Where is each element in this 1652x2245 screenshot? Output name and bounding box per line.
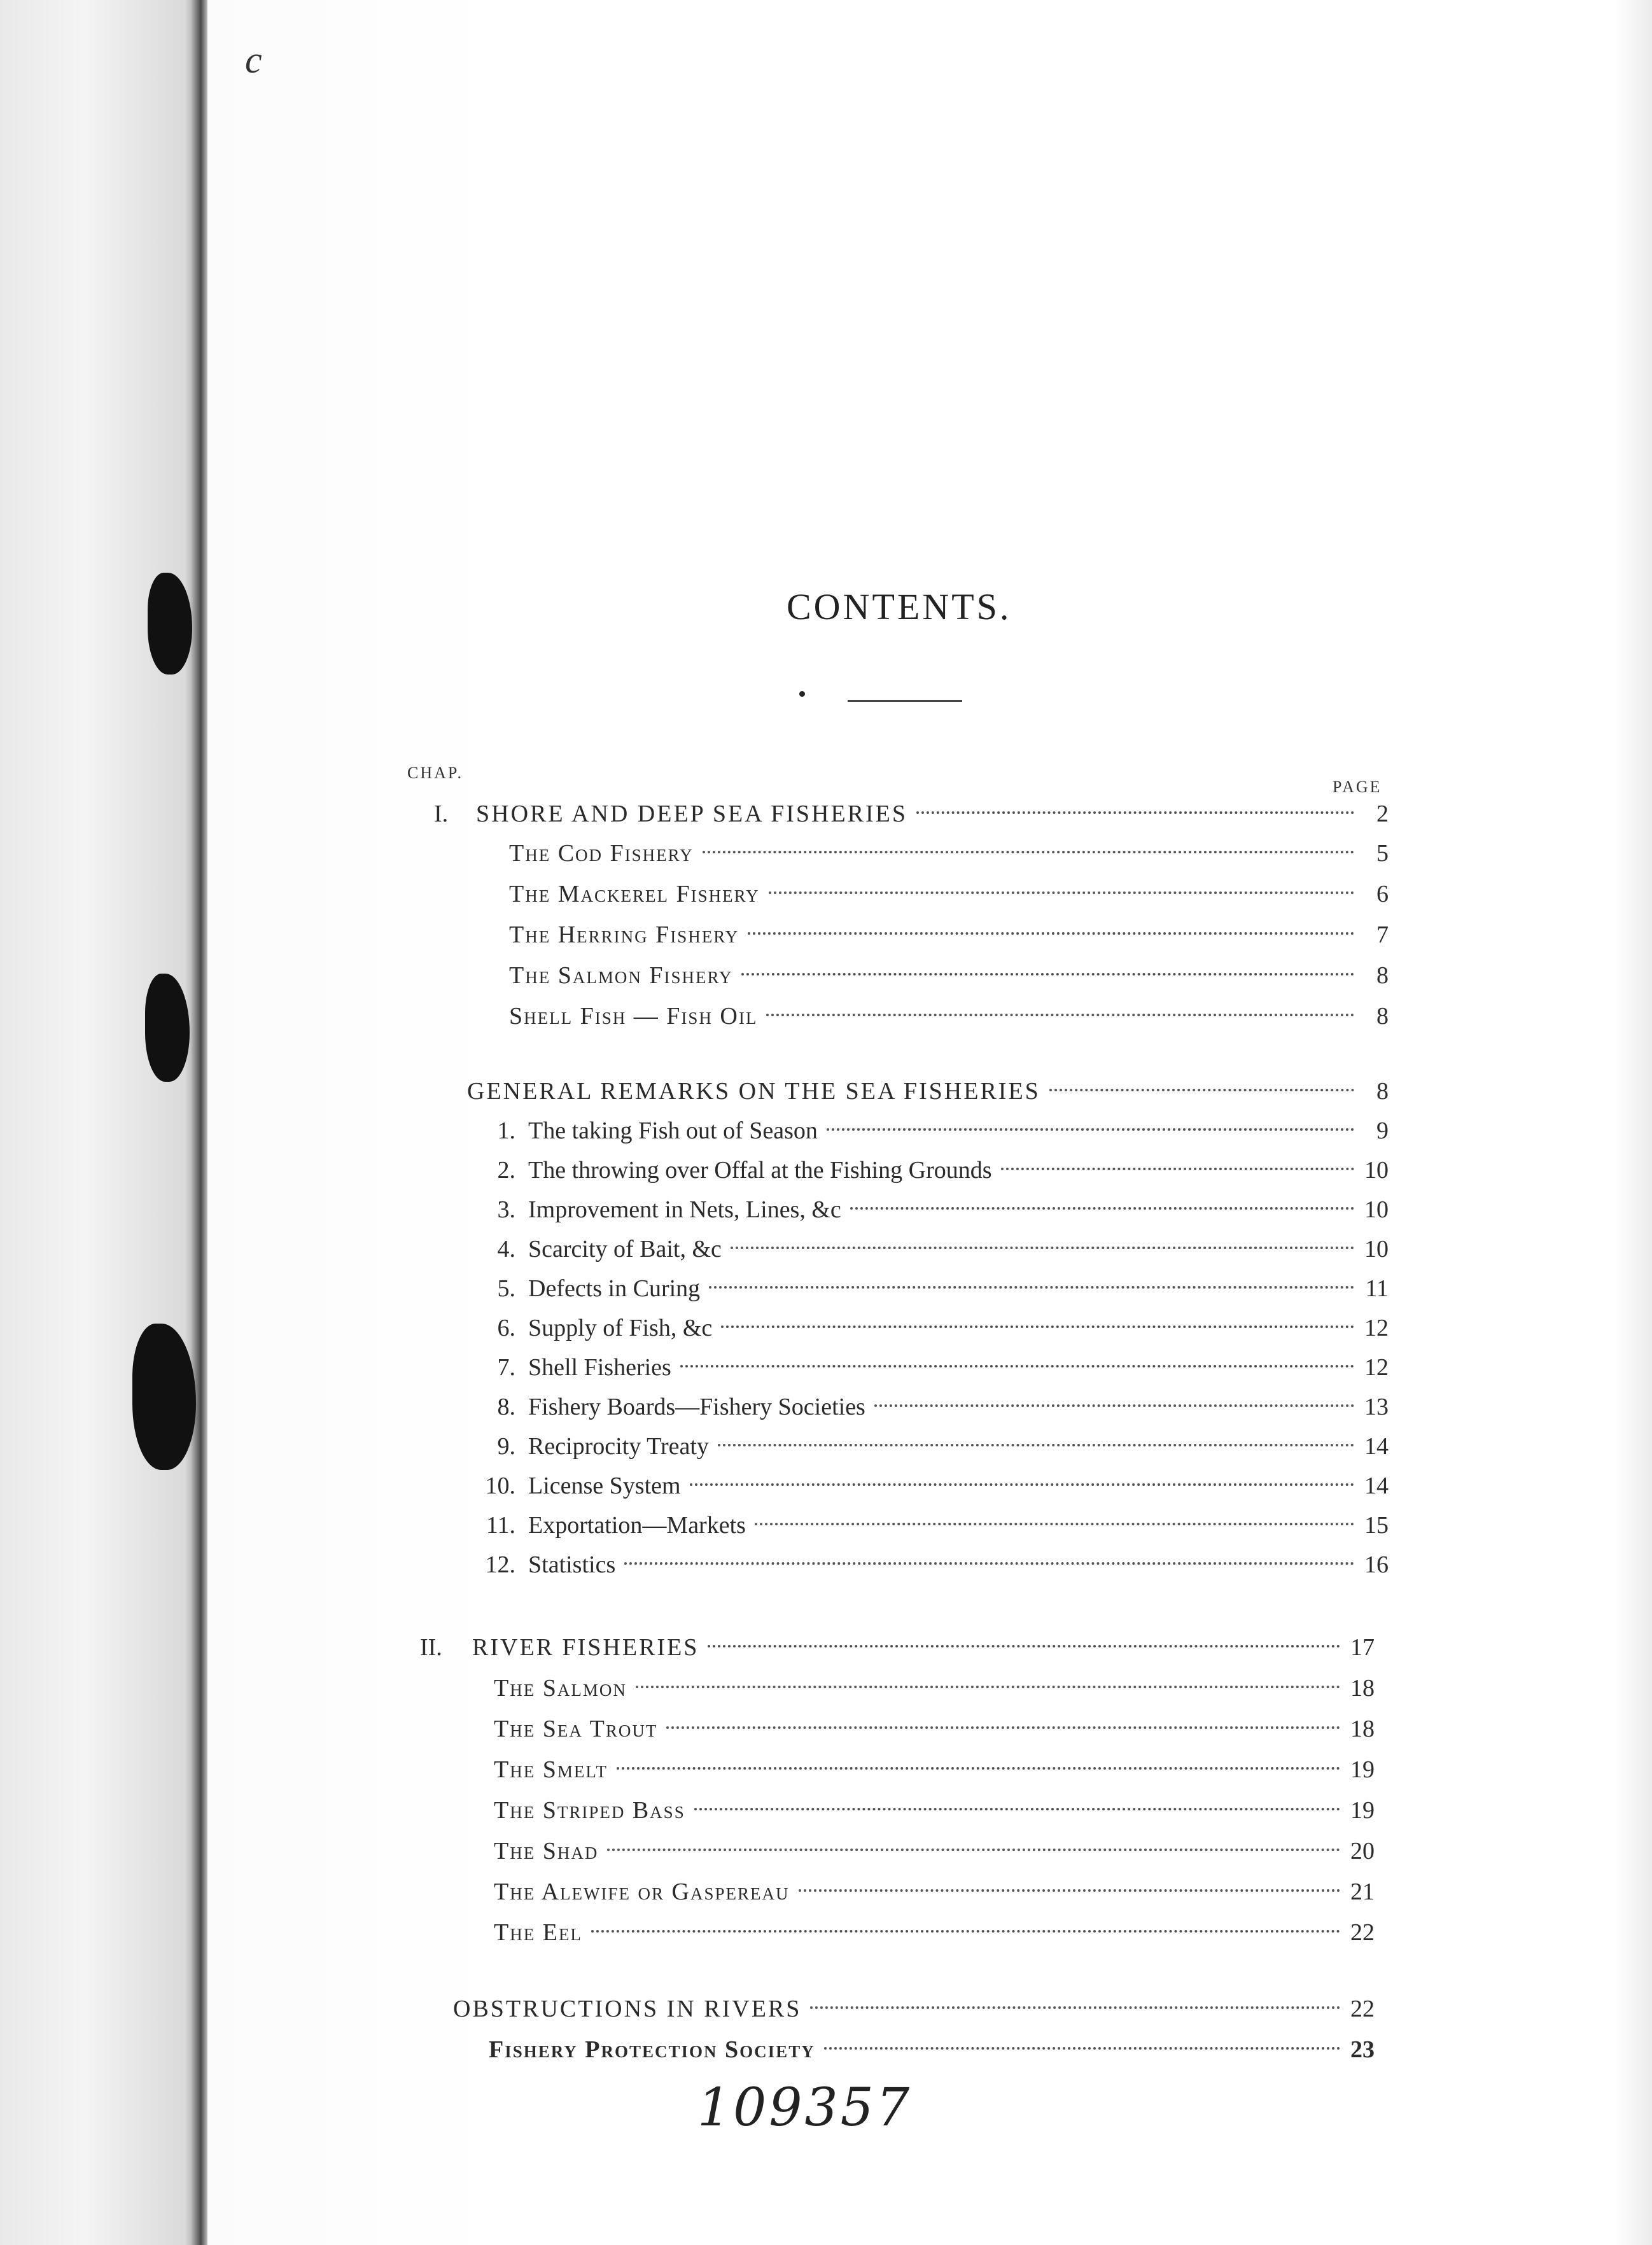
toc-entry-row [509, 835, 1389, 872]
toc-numbered-row [471, 1467, 1389, 1504]
entry-title: The Sea Trout [494, 1716, 658, 1742]
item-number: 3. [497, 1196, 515, 1223]
toc-numbered-row [471, 1112, 1389, 1149]
dot-leader [607, 1849, 1340, 1851]
page-number: 12 [1364, 1315, 1389, 1341]
page-title: CONTENTS. [787, 586, 1012, 627]
page-number: 11 [1365, 1275, 1389, 1302]
page-number: 19 [1350, 1797, 1375, 1824]
dot-leader [680, 1365, 1354, 1367]
item-number: 2. [497, 1157, 515, 1184]
title-ornament-dot [799, 691, 805, 697]
page-number: 15 [1364, 1512, 1389, 1539]
page-number: 22 [1350, 1919, 1375, 1946]
page-number: 19 [1350, 1756, 1375, 1783]
toc-numbered-row [471, 1388, 1389, 1425]
entry-title: The Salmon [494, 1675, 627, 1702]
entry-title: The Herring Fishery [509, 921, 739, 948]
dot-leader [694, 1808, 1340, 1810]
dot-leader [591, 1930, 1340, 1933]
page-number: 10 [1364, 1196, 1389, 1223]
dot-leader [874, 1404, 1354, 1407]
dot-leader [769, 892, 1354, 894]
item-number: 10. [485, 1472, 515, 1499]
entry-title: The Striped Bass [494, 1797, 685, 1824]
entry-title: Improvement in Nets, Lines, &c [528, 1196, 841, 1223]
toc-section-row [467, 1073, 1389, 1110]
title-rule [848, 700, 962, 702]
item-number: 7. [497, 1354, 515, 1381]
item-number: 1. [497, 1117, 515, 1144]
dot-leader [755, 1523, 1354, 1525]
entry-title: The Cod Fishery [509, 840, 694, 867]
dot-leader [810, 2006, 1340, 2009]
chap-column-header: CHAP. [407, 764, 463, 782]
page-number: 9 [1376, 1117, 1389, 1144]
page-number: 2 [1376, 801, 1389, 827]
entry-title: The Salmon Fishery [509, 962, 733, 989]
toc-entry-row [494, 1792, 1375, 1829]
entry-title: Supply of Fish, &c [528, 1315, 713, 1341]
section-title: GENERAL REMARKS ON THE SEA FISHERIES [467, 1078, 1040, 1105]
entry-title: The Eel [494, 1919, 582, 1946]
dot-leader [666, 1726, 1340, 1729]
toc-entry-row [494, 1710, 1375, 1747]
item-number: 8. [497, 1394, 515, 1420]
section-title: OBSTRUCTIONS IN RIVERS [453, 1996, 802, 2022]
item-number: 4. [497, 1236, 515, 1262]
dot-leader [916, 811, 1354, 814]
toc-entry-row [509, 957, 1389, 994]
toc-numbered-row [471, 1310, 1389, 1346]
entry-title: License System [528, 1472, 681, 1499]
toc-numbered-row [471, 1546, 1389, 1583]
entry-title: Defects in Curing [528, 1275, 701, 1302]
page-number: 20 [1350, 1838, 1375, 1864]
page-number: 10 [1364, 1157, 1389, 1184]
chapter-title: SHORE AND DEEP SEA FISHERIES [476, 801, 908, 827]
entry-title: Exportation—Markets [528, 1512, 746, 1539]
handwritten-accession-number: 109357 [697, 2078, 913, 2138]
page-number: 8 [1376, 1003, 1389, 1030]
page-number: 21 [1350, 1878, 1375, 1905]
dot-leader [850, 1207, 1354, 1210]
item-number: 6. [497, 1315, 515, 1341]
dot-leader [721, 1325, 1354, 1328]
page-number: 23 [1350, 2036, 1375, 2063]
dot-leader [799, 1889, 1341, 1892]
dot-leader [827, 1128, 1354, 1131]
toc-numbered-row [471, 1191, 1389, 1228]
dot-leader [708, 1645, 1340, 1647]
toc-chapter-row [434, 795, 1389, 832]
dot-leader [741, 973, 1354, 976]
entry-title: Reciprocity Treaty [528, 1433, 709, 1460]
chapter-title: RIVER FISHERIES [472, 1634, 699, 1661]
chapter-numeral: II. [420, 1634, 442, 1661]
toc-entry-row [494, 1873, 1375, 1910]
toc-numbered-row [471, 1428, 1389, 1465]
page-number: 17 [1350, 1634, 1375, 1661]
item-number: 11. [486, 1512, 515, 1539]
dot-leader [824, 2047, 1340, 2050]
book-binding-edge [0, 0, 210, 2245]
dot-leader [731, 1247, 1354, 1249]
page-number: 6 [1376, 881, 1389, 907]
page-number: 5 [1376, 840, 1389, 867]
page-edge-shadow [1614, 0, 1652, 2245]
toc-entry-row [509, 998, 1389, 1035]
entry-title: The taking Fish out of Season [528, 1117, 818, 1144]
page-number: 8 [1376, 962, 1389, 989]
entry-title: Scarcity of Bait, &c [528, 1236, 722, 1262]
entry-title: Statistics [528, 1551, 616, 1578]
entry-title: The Shad [494, 1838, 599, 1864]
toc-chapter-row [420, 1629, 1375, 1666]
dot-leader [636, 1686, 1340, 1688]
toc-numbered-row [471, 1231, 1389, 1268]
dot-leader [624, 1562, 1354, 1565]
dot-leader [718, 1444, 1354, 1446]
entry-title: Shell Fisheries [528, 1354, 671, 1381]
dot-leader [748, 932, 1354, 935]
chapter-numeral: I. [434, 801, 449, 827]
dot-leader [1001, 1168, 1354, 1170]
dot-leader [617, 1767, 1340, 1770]
page-number: 10 [1364, 1236, 1389, 1262]
dot-leader [1049, 1089, 1354, 1091]
page-number: 22 [1350, 1996, 1375, 2022]
item-number: 12. [485, 1551, 515, 1578]
toc-entry-row [489, 2031, 1375, 2068]
page-number: 18 [1350, 1675, 1375, 1702]
page-number: 7 [1376, 921, 1389, 948]
dot-leader [690, 1483, 1354, 1486]
dot-leader [709, 1286, 1354, 1289]
page-number: 13 [1364, 1394, 1389, 1420]
item-number: 5. [497, 1275, 515, 1302]
toc-entry-row [509, 916, 1389, 953]
entry-title: The throwing over Offal at the Fishing Grounds [528, 1157, 992, 1184]
toc-numbered-row [471, 1349, 1389, 1386]
toc-entry-row [494, 1670, 1375, 1707]
toc-section-row [453, 1990, 1375, 2027]
margin-mark: c [245, 39, 262, 81]
entry-title: Shell Fish — Fish Oil [509, 1003, 758, 1030]
binding-gutter [191, 0, 207, 2245]
entry-title: Fishery Boards—Fishery Societies [528, 1394, 865, 1420]
toc-entry-row [494, 1833, 1375, 1870]
page-number: 18 [1350, 1716, 1375, 1742]
page-column-header: PAGE [1333, 778, 1382, 796]
entry-title: The Smelt [494, 1756, 608, 1783]
toc-numbered-row [471, 1152, 1389, 1189]
toc-numbered-row [471, 1270, 1389, 1307]
entry-title: Fishery Protection Society [489, 2036, 815, 2063]
dot-leader [703, 851, 1354, 853]
page-number: 14 [1364, 1472, 1389, 1499]
toc-entry-row [494, 1914, 1375, 1951]
entry-title: The Mackerel Fishery [509, 881, 760, 907]
entry-title: The Alewife or Gaspereau [494, 1878, 790, 1905]
toc-entry-row [509, 876, 1389, 913]
dot-leader [766, 1014, 1354, 1016]
page-number: 16 [1364, 1551, 1389, 1578]
item-number: 9. [497, 1433, 515, 1460]
page-number: 8 [1376, 1078, 1389, 1105]
page-number: 12 [1364, 1354, 1389, 1381]
toc-numbered-row [471, 1507, 1389, 1544]
page-number: 14 [1364, 1433, 1389, 1460]
toc-entry-row [494, 1751, 1375, 1788]
